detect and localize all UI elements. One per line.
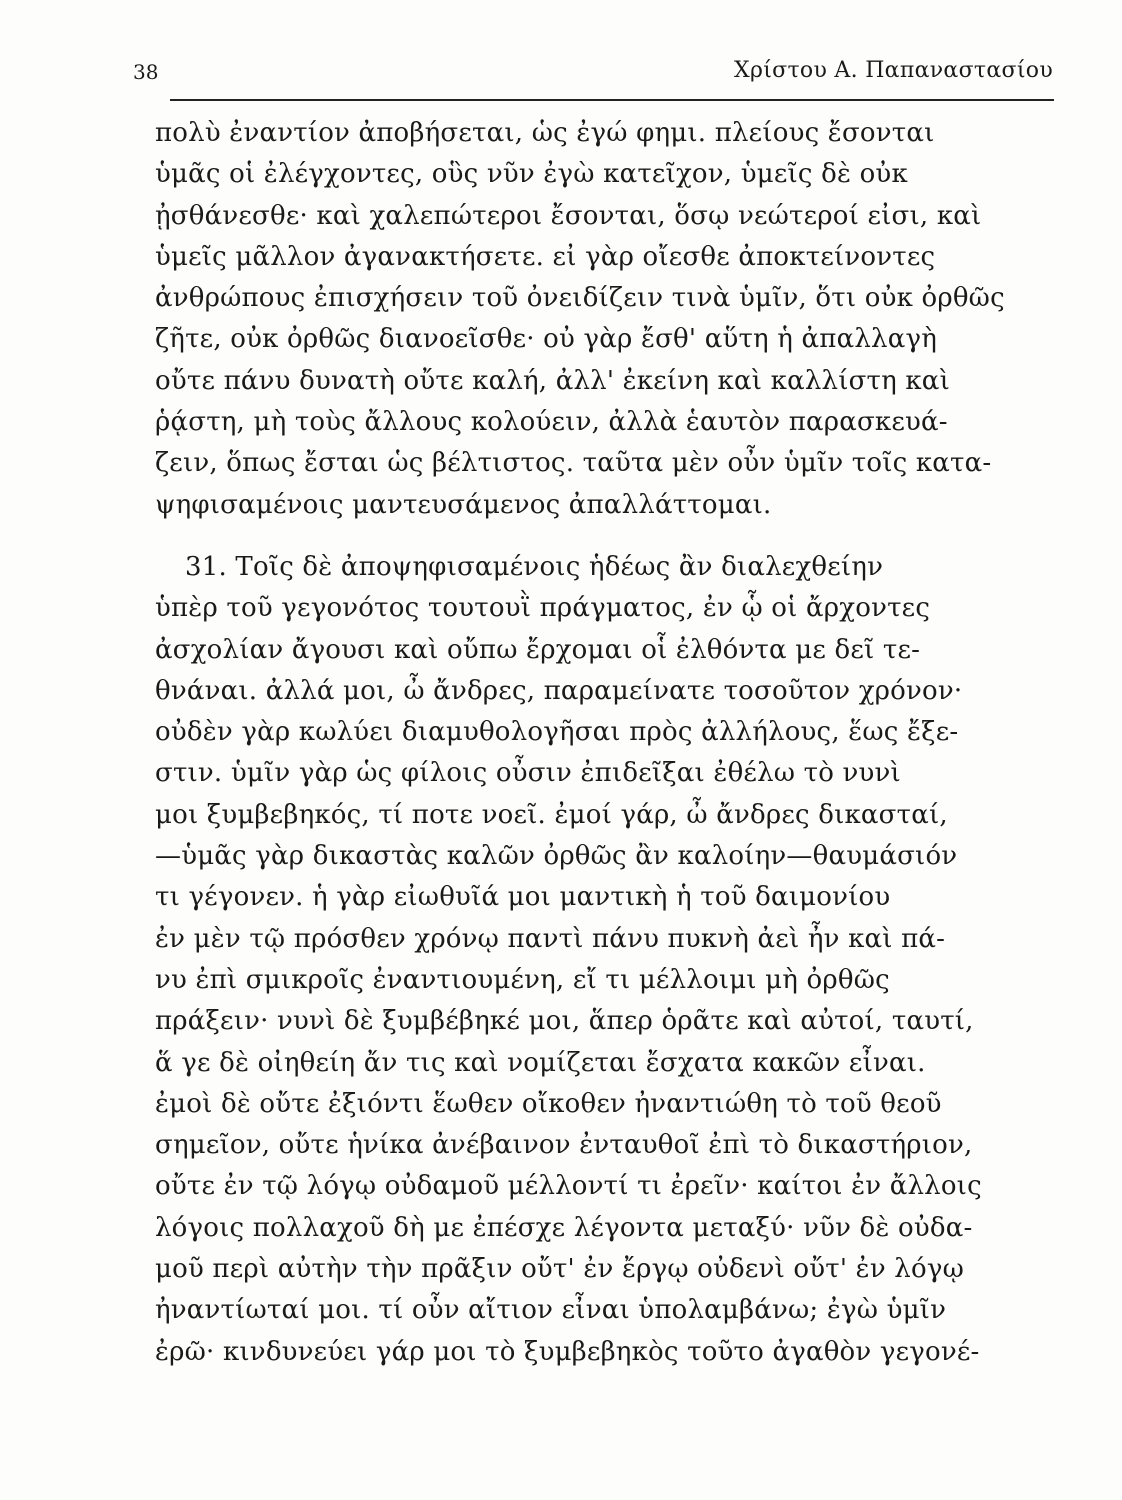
text-line: ἠναντίωταί μοι. τί οὖν αἴτιον εἶναι ὑπολαμβάνω; ἐγὼ ὑμῖν [155, 1295, 947, 1326]
running-title: Χρίστου Α. Παπαναστασίου [734, 58, 1053, 83]
text-line: στιν. ὑμῖν γὰρ ὡς φίλοις οὖσιν ἐπιδεῖξαι ἐθέλω τὸ νυνὶ [155, 758, 901, 789]
paragraph-1 [155, 113, 1075, 526]
text-line: ἐρῶ· κινδυνεύει γάρ μοι τὸ ξυμβεβηκὸς τοῦτο ἀγαθὸν γεγονέ- [155, 1336, 980, 1367]
text-line: ᾐσθάνεσθε· καὶ χαλεπώτεροι ἔσονται, ὅσῳ νεώτεροί εἰσι, καὶ [155, 200, 982, 231]
text-line: οὔτε ἐν τῷ λόγῳ οὐδαμοῦ μέλλοντί τι ἐρεῖν· καίτοι ἐν ἄλλοις [155, 1171, 982, 1202]
text-line: ζειν, ὅπως ἔσται ὡς βέλτιστος. ταῦτα μὲν οὖν ὑμῖν τοῖς κατα- [155, 448, 992, 479]
text-line: μοῦ περὶ αὐτὴν τὴν πρᾶξιν οὔτ' ἐν ἔργῳ οὐδενὶ οὔτ' ἐν λόγῳ [155, 1254, 964, 1285]
text-line: θνάναι. ἀλλά μοι, ὦ ἄνδρες, παραμείνατε τοσοῦτον χρόνον· [155, 675, 963, 706]
text-line: νυ ἐπὶ σμικροῖς ἐναντιουμένη, εἴ τι μέλλοιμι μὴ ὀρθῶς [155, 964, 890, 995]
text-line: ἀνθρώπους ἐπισχήσειν τοῦ ὀνειδίζειν τινὰ ὑμῖν, ὅτι οὐκ ὀρθῶς [155, 283, 1005, 314]
text-line: σημεῖον, οὔτε ἡνίκα ἀνέβαινον ἐνταυθοῖ ἐπὶ τὸ δικαστήριον, [155, 1130, 973, 1161]
text-line: ῥᾴστη, μὴ τοὺς ἄλλους κολούειν, ἀλλὰ ἑαυτὸν παρασκευά- [155, 407, 948, 438]
text-line: πολὺ ἐναντίον ἀποβήσεται, ὡς ἐγώ φημι. πλείους ἔσονται [155, 118, 935, 148]
text-line: οὐδὲν γὰρ κωλύει διαμυθολογῆσαι πρὸς ἀλλήλους, ἕως ἔξε- [155, 717, 959, 748]
text-line: —ὑμᾶς γὰρ δικαστὰς καλῶν ὀρθῶς ἂν καλοίην—θαυμάσιόν [155, 841, 958, 872]
text-line: πράξειν· νυνὶ δὲ ξυμβέβηκέ μοι, ἅπερ ὁρᾶτε καὶ αὐτοί, ταυτί, [155, 1006, 974, 1037]
text-line: μοι ξυμβεβηκός, τί ποτε νοεῖ. ἐμοί γάρ, ὦ ἄνδρες δικασταί, [155, 799, 948, 830]
text-line: ζῆτε, οὐκ ὀρθῶς διανοεῖσθε· οὐ γὰρ ἔσθ' αὕτη ἡ ἀπαλλαγὴ [155, 324, 937, 355]
text-line: ἀσχολίαν ἄγουσι καὶ οὔπω ἔρχομαι οἷ ἐλθόντα με δεῖ τε- [155, 634, 921, 665]
text-line: ὑμᾶς οἱ ἐλέγχοντες, οὓς νῦν ἐγὼ κατεῖχον, ὑμεῖς δὲ οὐκ [155, 159, 908, 190]
running-head [133, 58, 1053, 88]
text-line: ἅ γε δὲ οἰηθείη ἄν τις καὶ νομίζεται ἔσχατα κακῶν εἶναι. [155, 1047, 926, 1078]
text-line: ὑμεῖς μᾶλλον ἀγανακτήσετε. εἰ γὰρ οἴεσθε ἀποκτείνοντες [155, 241, 936, 272]
text-line: οὔτε πάνυ δυνατὴ οὔτε καλή, ἀλλ' ἐκείνη καὶ καλλίστη καὶ [155, 365, 950, 396]
paragraph-31 [155, 547, 1075, 1373]
text-line: ὑπὲρ τοῦ γεγονότος τουτουῒ πράγματος, ἐν ᾧ οἱ ἄρχοντες [155, 593, 931, 624]
page-number: 38 [133, 60, 159, 84]
text-line: τι γέγονεν. ἡ γὰρ εἰωθυῖά μοι μαντικὴ ἡ τοῦ δαιμονίου [155, 882, 891, 913]
text-line: ψηφισαμένοις μαντευσάμενος ἀπαλλάττομαι. [155, 489, 772, 520]
header-rule [170, 99, 1054, 101]
text-line: ἐν μὲν τῷ πρόσθεν χρόνῳ παντὶ πάνυ πυκνὴ ἀεὶ ἦν καὶ πά- [155, 923, 946, 954]
text-line: ἐμοὶ δὲ οὔτε ἐξιόντι ἕωθεν οἴκοθεν ἠναντιώθη τὸ τοῦ θεοῦ [155, 1088, 942, 1119]
text-line: λόγοις πολλαχοῦ δὴ με ἐπέσχε λέγοντα μεταξύ· νῦν δὲ οὐδα- [155, 1212, 973, 1243]
text-line: 31. Τοῖς δὲ ἀποψηφισαμένοις ἡδέως ἂν διαλεχθείην [185, 552, 884, 582]
